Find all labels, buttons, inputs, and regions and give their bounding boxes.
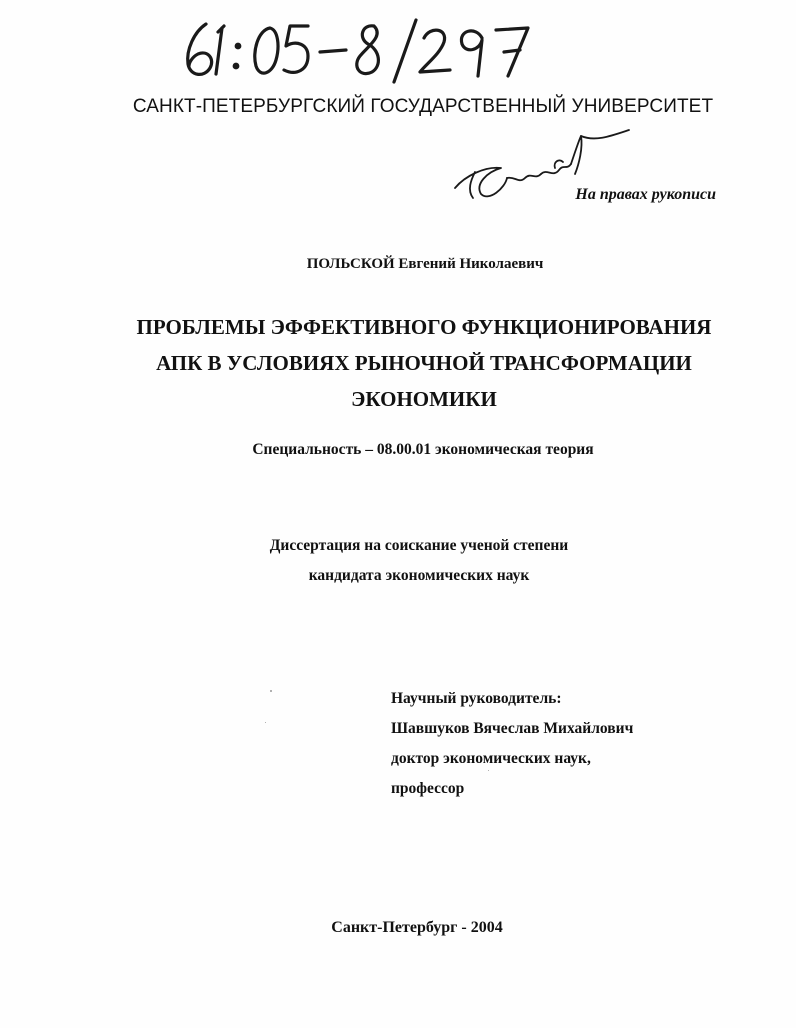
city-year: Санкт-Петербург - 2004 bbox=[331, 919, 503, 936]
degree-statement bbox=[21, 531, 796, 591]
specialty: Специальность – 08.00.01 экономическая теория bbox=[252, 441, 594, 458]
title-line: АПК В УСЛОВИЯХ РЫНОЧНОЙ ТРАНСФОРМАЦИИ bbox=[156, 351, 692, 375]
scan-speck bbox=[270, 690, 272, 692]
supervisor-heading: Научный руководитель: bbox=[391, 690, 562, 707]
rights-note: На правах рукописи bbox=[575, 186, 716, 203]
author-name: ПОЛЬСКОЙ Евгений Николаевич bbox=[306, 256, 544, 272]
degree-line: Диссертация на соискание ученой степени bbox=[269, 537, 569, 554]
supervisor-title: профессор bbox=[391, 780, 465, 797]
supervisor-block bbox=[391, 684, 633, 804]
handwritten-archive-code bbox=[178, 16, 538, 86]
supervisor-name: Шавшуков Вячеслав Михайлович bbox=[391, 720, 634, 737]
title-line: ПРОБЛЕМЫ ЭФФЕКТИВНОГО ФУНКЦИОНИРОВАНИЯ bbox=[136, 315, 712, 339]
degree-line: кандидата экономических наук bbox=[308, 567, 530, 584]
university-name: САНКТ-ПЕТЕРБУРГСКИЙ ГОСУДАРСТВЕННЫЙ УНИВЕРСИТЕТ bbox=[132, 96, 714, 117]
title-line: ЭКОНОМИКИ bbox=[351, 387, 497, 411]
scan-speck bbox=[488, 770, 489, 771]
dissertation-title bbox=[26, 309, 796, 417]
supervisor-degree: доктор экономических наук, bbox=[391, 750, 591, 767]
scan-speck bbox=[265, 722, 266, 723]
